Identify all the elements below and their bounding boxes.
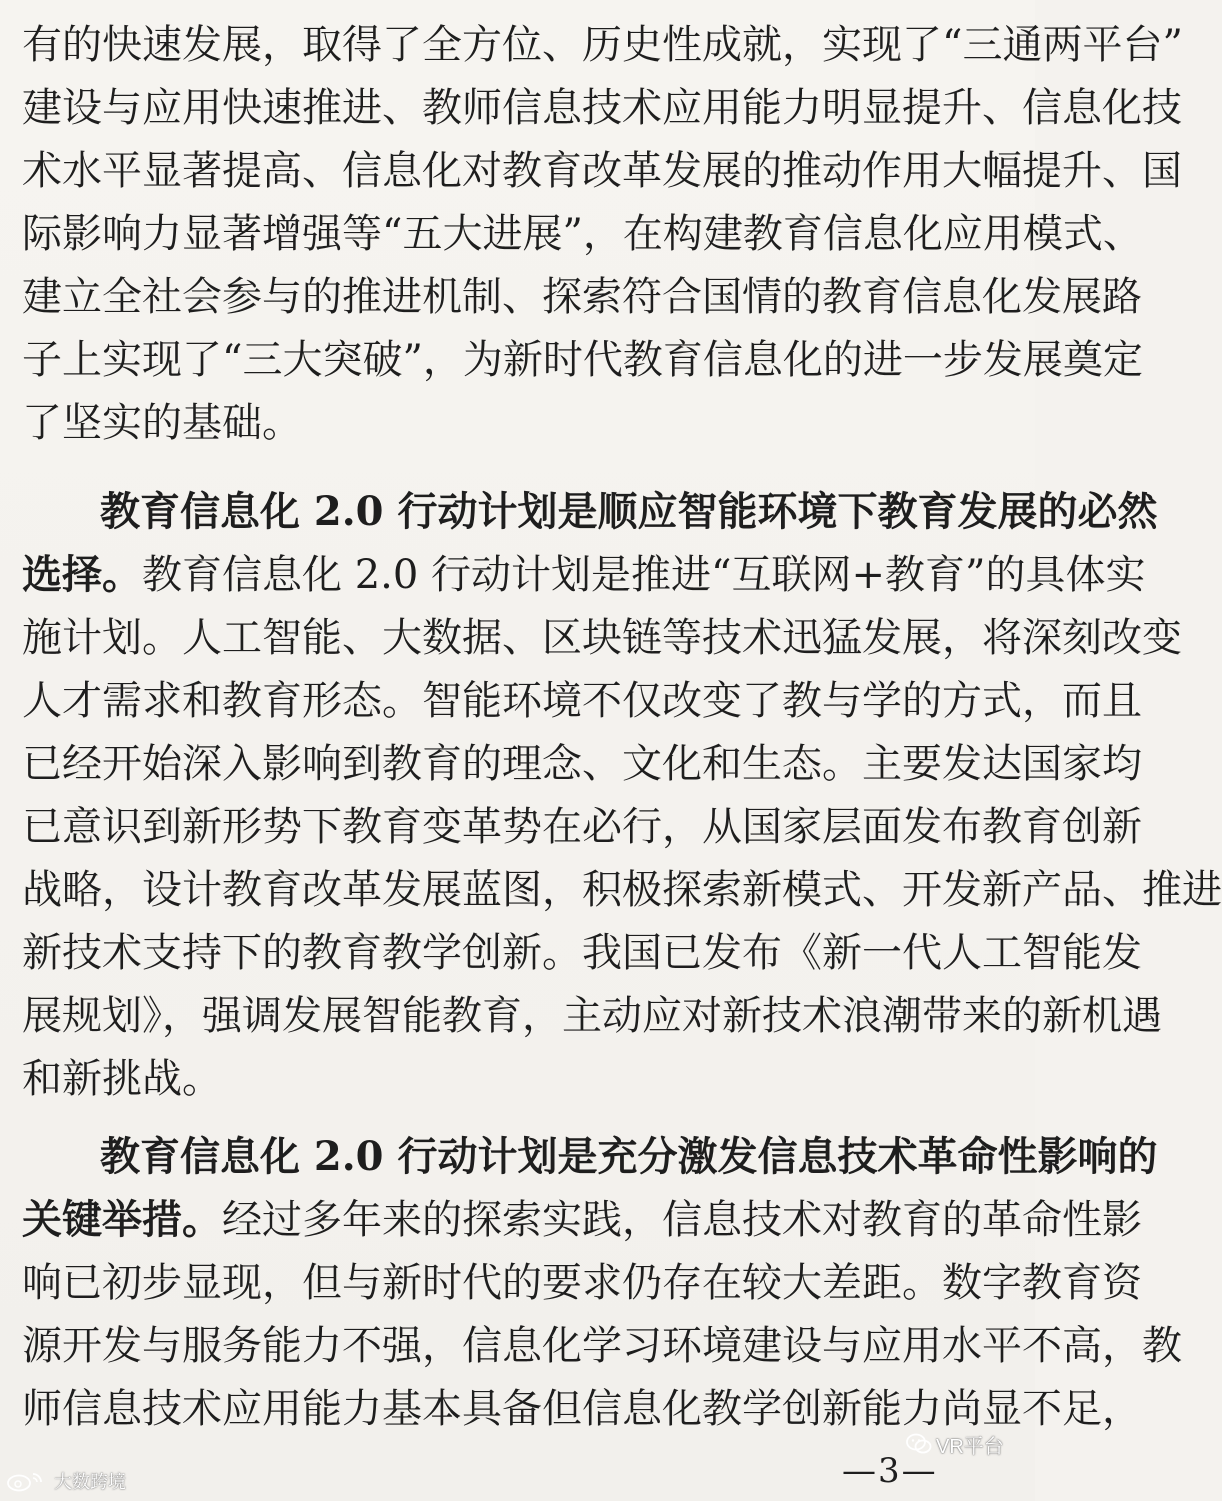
text-line: 展规划》，强调发展智能教育，主动应对新技术浪潮带来的新机遇 <box>22 993 1162 1039</box>
text-line: 建设与应用快速推进、教师信息技术应用能力明显提升、信息化技 <box>22 85 1182 131</box>
text-line: 源开发与服务能力不强，信息化学习环境建设与应用水平不高，教 <box>22 1323 1182 1369</box>
text-line: 子上实现了“三大突破”，为新时代教育信息化的进一步发展奠定 <box>22 337 1143 383</box>
text-line: 已经开始深入影响到教育的理念、文化和生态。主要发达国家均 <box>22 741 1142 787</box>
text-line: 战略，设计教育改革发展蓝图，积极探索新模式、开发新产品、推进 <box>22 867 1222 913</box>
text-line: 了坚实的基础。 <box>22 400 302 446</box>
text-line <box>22 1185 1142 1255</box>
text-line: 和新挑战。 <box>22 1056 222 1102</box>
text-line: 术水平显著提高、信息化对教育改革发展的推动作用大幅提升、国 <box>22 148 1182 194</box>
text-line <box>22 1122 1158 1192</box>
watermark-right-label: VR平台 <box>936 1435 1004 1458</box>
text-line <box>22 540 1146 610</box>
emphasis-text: 教育信息化 2.0 行动计划是充分激发信息技术革命性影响的 <box>100 1133 1158 1180</box>
body-text: 经过多年来的探索实践，信息技术对教育的革命性影 <box>222 1197 1142 1243</box>
body-text: 教育信息化 2.0 行动计划是推进“互联网+教育”的具体实 <box>142 552 1146 598</box>
text-line: 际影响力显著增强等“五大进展”，在构建教育信息化应用模式、 <box>22 211 1143 257</box>
text-line: 新技术支持下的教育教学创新。我国已发布《新一代人工智能发 <box>22 930 1142 976</box>
wechat-icon <box>906 1433 932 1455</box>
emphasis-text: 教育信息化 2.0 行动计划是顺应智能环境下教育发展的必然 <box>100 488 1158 535</box>
watermark-right <box>906 1426 1004 1462</box>
text-line: 人才需求和教育形态。智能环境不仅改变了教与学的方式，而且 <box>22 678 1142 724</box>
text-line: 建立全社会参与的推进机制、探索符合国情的教育信息化发展路 <box>22 274 1142 320</box>
text-line: 已意识到新形势下教育变革势在必行，从国家层面发布教育创新 <box>22 804 1142 850</box>
text-line: 响已初步显现，但与新时代的要求仍存在较大差距。数字教育资 <box>22 1260 1142 1306</box>
text-line: 施计划。人工智能、大数据、区块链等技术迅猛发展，将深刻改变 <box>22 615 1182 661</box>
emphasis-text: 关键举措。 <box>22 1196 222 1243</box>
watermark-left-label: 大数跨境 <box>54 1472 126 1492</box>
weibo-icon <box>6 1470 50 1492</box>
watermark-left <box>6 1466 126 1496</box>
text-line <box>22 477 1158 547</box>
text-line: 师信息技术应用能力基本具备但信息化教学创新能力尚显不足， <box>22 1386 1142 1432</box>
text-line: 有的快速发展，取得了全方位、历史性成就，实现了“三通两平台” <box>22 22 1183 68</box>
emphasis-text: 选择。 <box>22 551 142 598</box>
page-number: —3— <box>842 1451 938 1491</box>
